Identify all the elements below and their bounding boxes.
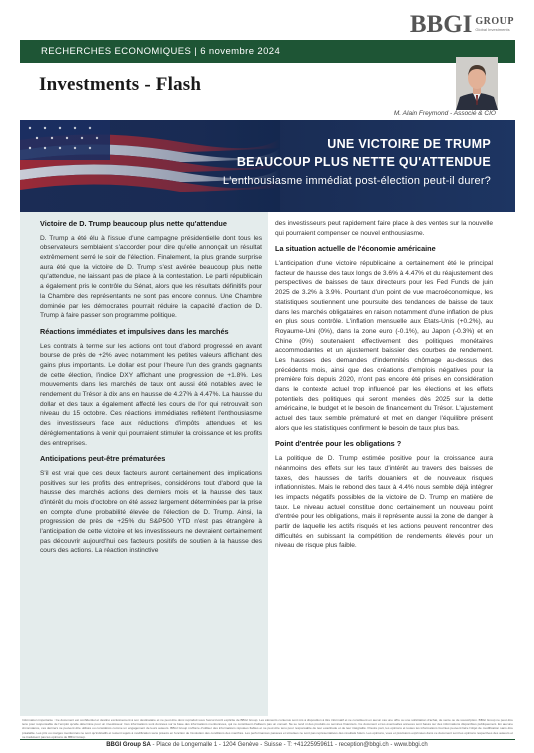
bbgi-logo[interactable] xyxy=(410,12,514,37)
logo-wordmark: BBGI xyxy=(409,11,473,38)
footer-company: BBGI Group SA xyxy=(106,742,151,748)
section-heading: Réactions immédiates et impulsives dans les marchés xyxy=(40,326,229,336)
hero-title-line-1: UNE VICTOIRE DE TRUMP xyxy=(327,137,491,151)
logo-group-text: GROUP xyxy=(475,16,514,27)
left-column xyxy=(20,212,268,716)
footer-address[interactable]: - Place de Longemalle 1 - 1204 Genève - Suisse - T: +41225959611 - reception@bbgi.ch - www.bbgi.ch xyxy=(150,742,428,748)
author-photo xyxy=(456,57,498,110)
publication-title: Investments - Flash xyxy=(39,74,202,95)
paragraph: Les contrats à terme sur les actions ont tout d'abord progressé en avant bourse de près de +2% avec notamment les petites valeurs affichant des gains plus importants. Le dollar est pour l'heure l'un des grands gagnants de cette élection, l'indice DXY affichant une progression de +1.8%. Les mouvements dans les marchés de taux ont aussi été notables avec le rendement du Trésor à dix ans en hausse de 4.27% à 4.47%. La hausse du dollar et des taux a également affecté les cours de l'or qui retrouvait son niveau du 15 octobre. Ces réactions immédiates reflètent l'enthousiasme des investisseurs face aux réductions d'impôts attendues et les déréglementations à venir qui pourraient stimuler la croissance et les profits des entreprises. xyxy=(40,342,262,447)
hero-title xyxy=(237,135,491,171)
right-column xyxy=(268,212,515,716)
logo-side xyxy=(475,17,514,32)
section-heading: La situation actuelle de l'économie américaine xyxy=(275,244,436,254)
paragraph: La politique de D. Trump estimée positive pour la croissance aura néanmoins des effets sur les taux d'intérêt au travers des baisses de taxes, des hausses de tarifs douaniers et de nouveaux risques inflationnistes. Mais le rebond des taux à 4.4% nous semble déjà intégrer les impacts négatifs possibles de la victoire de D. Trump en matière de taux. Le niveau actuel constitue donc certainement un nouveau point d'entrée pour les obligations, mais il représente aussi la zone de danger à partir de laquelle les actifs risqués et les actions peuvent rencontrer des difficultés en subissant la compétition de rendements élevés pour un niveau de risque plus faible. xyxy=(275,455,493,550)
header-band xyxy=(20,40,515,63)
section-heading: Anticipations peut-être prématurées xyxy=(40,454,166,464)
legal-disclaimer: Information importante : Ce document est confidentiel et destiné exclusivement à son destinataire et ne peut être donc reproduit sous l'accord écrit explicite de BBGI Group. Les éléments contenus sont mis à disposition à titre informatif et ne constituent en aucun cas une offre ou une sollicitation d'achat, de vente ou de souscription. BBGI Group ne peut être tenu pour responsable de l'emploi qu'elle détermine pour un investisseur. Ces informations sont données sur la base des informations mentionnées, qui ne constituent d'ailleurs pas un conseil. Ne se rend ni des produits ou services financiers. Ce document et les éventuelles annexes sont basés sur des informations disponibles publiquement. En aucune circonstance, ces derniers ne peuvent être utilisés ou considérés comme un engagement de leurs auteurs. BBGI Group s'efforce d'utiliser des informations réputées fiables et ne peut être tenu pour responsable de leur exactitude et de leur intégralité. D'autre part, les opinions et toutes les informations fournies peuvent faire l'objet de modification sans être préalable. Les prix ou marges mentionnés ne sont qu'indicatifs et restent sujets à modification sans préavis en fonction de l'évolution des conditions des marchés. Les performances passées et simulées ne sont pas représentatives des résultats futurs. Les opinions, vues et prévisions exprimées dans ce document sont les opinions respectives des auteurs et ne traduisent pas les opinions de BBGI Group. xyxy=(22,718,513,739)
footer xyxy=(0,742,534,748)
footer-divider xyxy=(20,739,515,740)
paragraph: S'il est vrai que ces deux facteurs auront certainement des implications positives sur les profits des entreprises, considérons tout d'abord que la hausse des marchés actions des derniers mois et la hausse des taux d'intérêt du mois d'octobre on été assez largement déterminées par la prise en compte d'une probabilité élevée de l'élection de D. Trump. Ainsi, la progression de près de +25% du S&P500 YTD n'est pas étrangère à l'anticipation de cette victoire et les investisseurs ne devraient certainement pas découvrir aujourd'hui ces facteurs positifs de soutien à la hausse des cours des actions. La réaction instinctive xyxy=(40,469,262,555)
section-heading: Victoire de D. Trump beaucoup plus nette qu'attendue xyxy=(40,219,227,228)
header-band-text: RECHERCHES ECONOMIQUES | 6 novembre 2024 xyxy=(41,46,281,57)
section-heading: Point d'entrée pour les obligations ? xyxy=(275,439,402,449)
author-caption: M. Alain Freymond - Associé & CIO xyxy=(393,110,496,117)
hero-title-line-2: BEAUCOUP PLUS NETTE QU'ATTENDUE xyxy=(236,155,491,170)
hero-subtitle: L'enthousiasme immédiat post-élection peut-il durer? xyxy=(222,175,491,187)
paragraph: D. Trump a été élu à l'issue d'une campagne présidentielle dont tous les observateurs semblaient s'accorder pour dire qu'elle annonçait un résultat extrêmement serré le soir de l'élection. Finalement, la plus grande surprise aura été que la victoire de D. Trump s'est avérée beaucoup plus nette qu'attendue, ne laissant pas de place à la contestation. Le parti républicain a également pris le contrôle du Sénat, alors que les résultats définitifs pour la Chambre des représentants ne sont pas encore connus. Une Chambre dominée par les démocrates pourrait réduire la capacité d'action de D. Trump à faire passer son programme politique. xyxy=(40,234,262,320)
paragraph: des investisseurs peut rapidement faire place à des ventes sur la nouvelle qui pourraient compenser ce nouvel enthousiasme. xyxy=(275,220,493,237)
logo-subtitle: Global Investments xyxy=(475,27,510,32)
paragraph: L'anticipation d'une victoire républicaine a certainement été le principal facteur de hausse des taux longs de 3.6% à 4.47% et du réajustement des perspectives de baisses de taux directeurs pour les Fed Funds de juin 2025 de 3.2% à 3.9%. Pourtant d'un point de vue macroéconomique, les statistiques soutiennent une poursuite des tendances de baisse de taux dans les marchés obligataires en raison notamment d'une inflation de plus en plus sous contrôle. L'inflation mensuelle aux Etats-Unis (+0.2%), au Royaume-Uni (0%), dans la zone euro (-0.1%), au Japon (-0.3%) et en Chine (0%) soutenaient effectivement des politiques monétaires accommodantes et un ajustement baissier des courbes de rendement. Les hausses des demandes d'indemnités chômage au-dessus des précédents mois, ainsi que des créations d'emplois négatives pour la première fois depuis 2020, n'ont pas encore été prises en considération dans le contexte actuel trop influencé par les élections et les effets potentiels des politiques qui seront menées dès 2025 sur la dette américaine, le budget et le besoin de financement du Trésor. L'ajustement actuel des taux semble prématuré et met en danger l'équilibre présent alors que les statistiques confirment le besoin de taux plus bas. xyxy=(275,260,493,432)
hero-banner xyxy=(20,120,515,212)
